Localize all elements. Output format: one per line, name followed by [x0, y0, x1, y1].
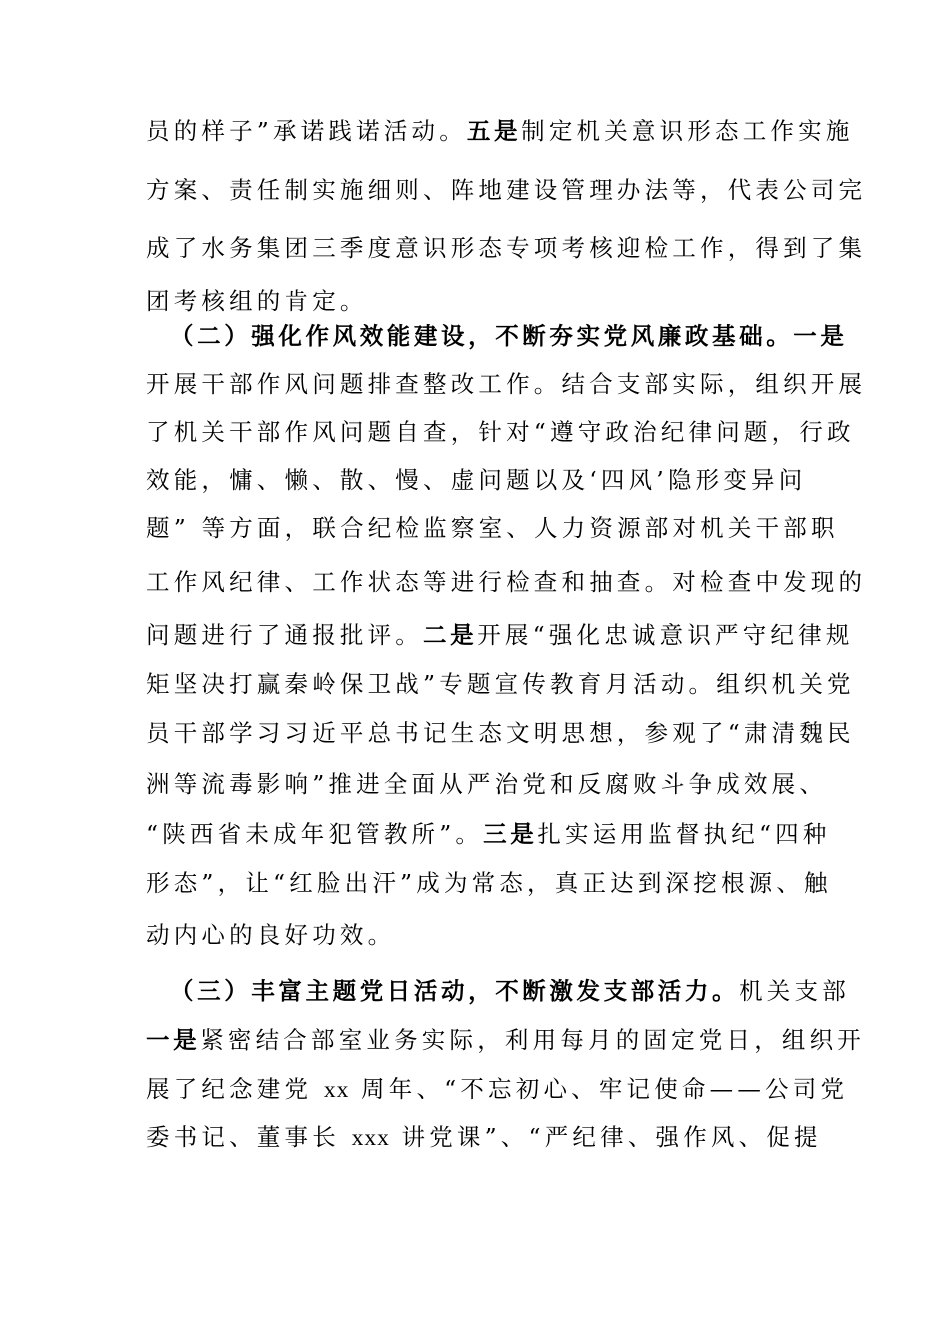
text-segment: 方案、责任制实施细则、阵地建设管理办法等，代表公司完	[146, 176, 867, 204]
text-segment: 扎实运用监督执纪“四种	[537, 820, 831, 848]
text-segment: 了机关干部作风问题自查，针对“遵守政治纪律问题，行政	[146, 418, 855, 446]
bold-text-segment: 三是	[483, 820, 538, 848]
text-segment: 员的样子”承诺践诺活动。	[146, 117, 467, 145]
text-segment: 团考核组的肯定。	[146, 287, 368, 315]
bold-text-segment: 一是	[146, 1026, 201, 1054]
text-segment: 洲等流毒影响”推进全面从严治党和反腐败斗争成效展、	[146, 770, 828, 798]
text-segment: 工作风纪律、工作状态等进行检查和抽查。对检查中发现的	[146, 568, 867, 596]
text-line	[146, 763, 828, 805]
text-segment: 开展干部作风问题排查整改工作。结合支部实际，组织开展	[146, 370, 867, 398]
text-segment: 制定机关意识形态工作实施	[521, 117, 854, 145]
bold-text-segment: （二）强化作风效能建设，不断夯实党风廉政基础。一是	[170, 322, 848, 350]
text-segment: 讲党课”、“严纪律、强作风、促提	[389, 1123, 822, 1151]
text-segment: 员干部学习习近平总书记生态文明思想，参观了“肃清魏民	[146, 719, 855, 747]
text-line	[146, 507, 839, 549]
text-segment: 形态”，让“红脸出汗”成为常态，真正达到深挖根源、触	[146, 869, 832, 897]
text-segment: xx	[323, 1077, 350, 1103]
text-segment: 周年、“不忘初心、牢记使命——公司党	[349, 1075, 849, 1103]
text-line	[146, 862, 832, 904]
text-segment: 委书记、董事长	[146, 1123, 352, 1151]
bold-text-segment: （三）丰富主题党日活动，不断激发支部活力。	[170, 977, 740, 1005]
text-segment: 题” 等方面，联合纪检监察室、人力资源部对机关干部职	[146, 514, 839, 542]
text-line	[146, 227, 867, 269]
text-segment: 问题进行了通报批评。	[146, 621, 423, 649]
text-line	[146, 110, 854, 152]
text-segment: 动内心的良好功效。	[146, 921, 396, 949]
bold-text-segment: 二是	[423, 621, 478, 649]
text-line	[146, 363, 867, 405]
text-line	[170, 970, 850, 1012]
bold-text-segment: 五是	[466, 117, 522, 145]
text-segment: xxx	[351, 1125, 390, 1151]
text-line	[146, 1116, 822, 1158]
text-line	[146, 813, 831, 855]
text-line	[146, 459, 806, 501]
text-segment: 机关支部	[739, 977, 850, 1005]
text-line	[146, 1068, 849, 1110]
text-line	[146, 561, 867, 603]
text-segment: 成了水务集团三季度意识形态专项考核迎检工作，得到了集	[146, 234, 867, 262]
text-segment: 紧密结合部室业务实际，利用每月的固定党日，组织开	[200, 1026, 866, 1054]
text-line	[146, 914, 806, 956]
text-segment: 展了纪念建党	[146, 1075, 324, 1103]
text-line	[146, 712, 855, 754]
text-line	[146, 614, 854, 656]
text-line	[146, 1019, 866, 1061]
text-line	[146, 169, 867, 211]
text-line	[170, 315, 848, 357]
text-segment: “陕西省未成年犯管教所”。	[146, 820, 484, 848]
text-line	[146, 663, 855, 705]
text-line	[146, 411, 855, 453]
text-segment: 开展“强化忠诚意识严守纪律规	[477, 621, 854, 649]
text-segment: 效能，慵、懒、散、慢、虚问题以及‘四风’隐形变异问	[146, 466, 807, 494]
text-segment: 矩坚决打赢秦岭保卫战”专题宣传教育月活动。组织机关党	[146, 670, 855, 698]
